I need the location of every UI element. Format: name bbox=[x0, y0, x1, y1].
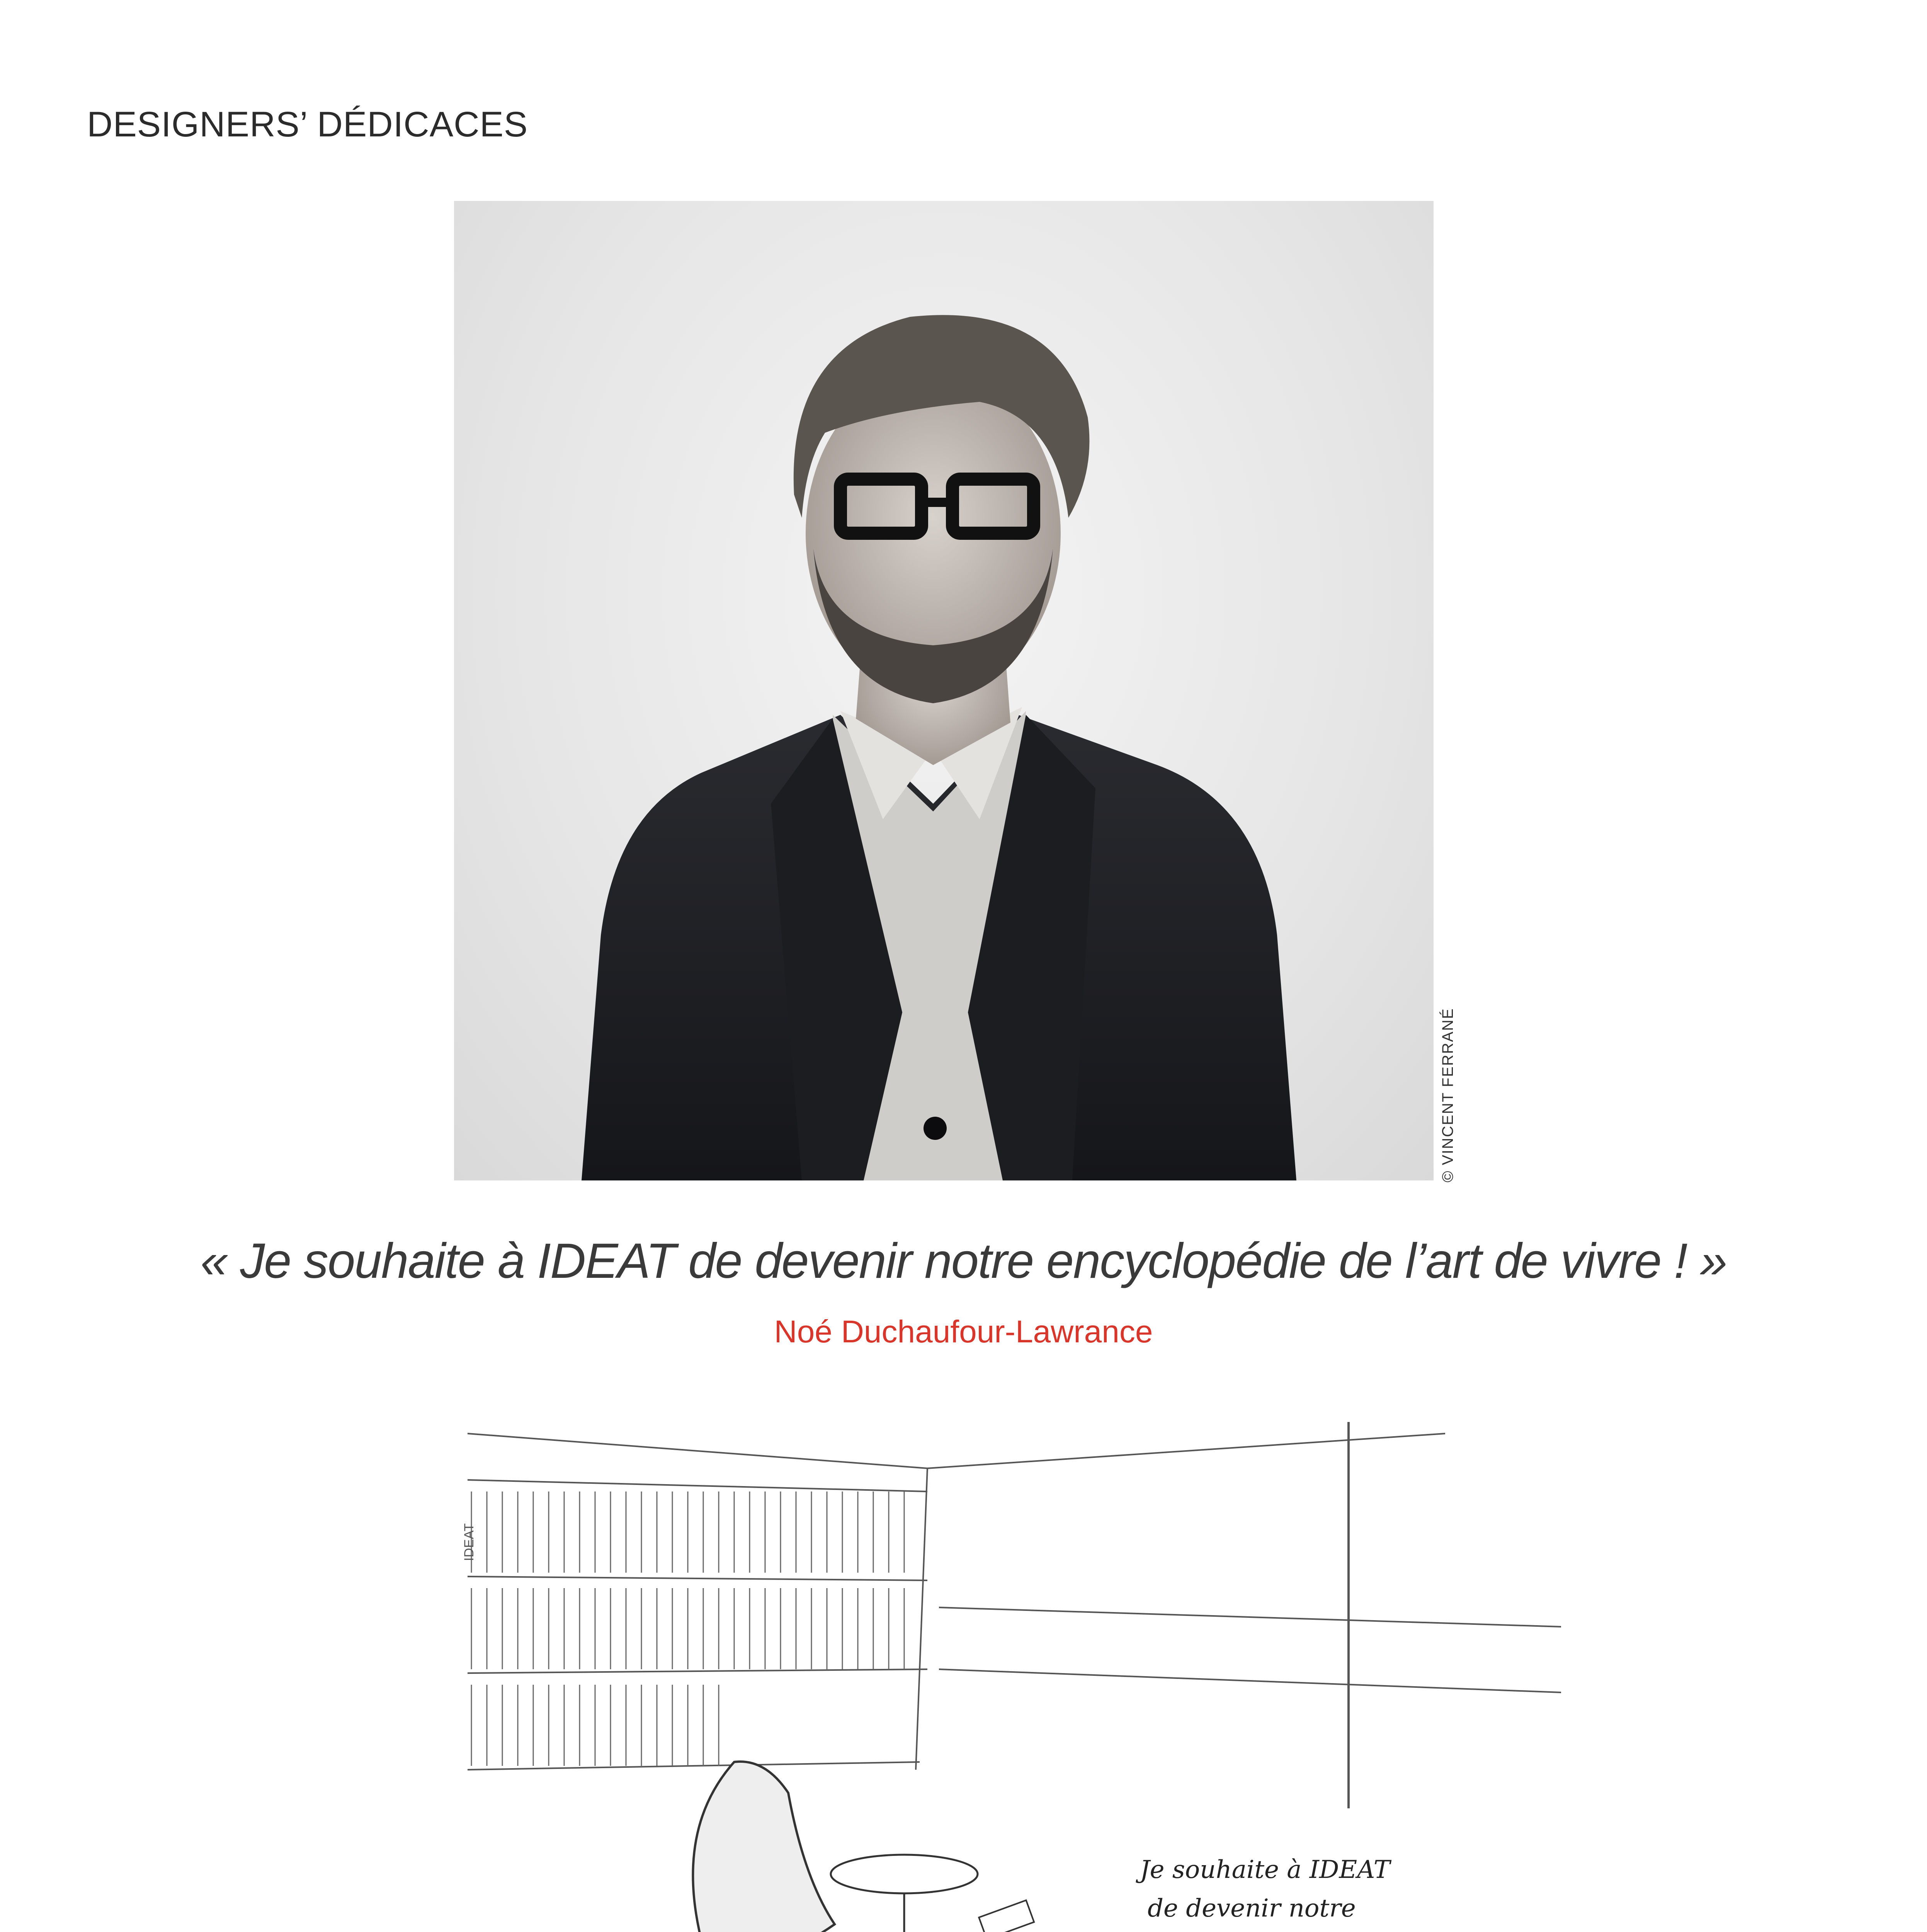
designer-portrait-photo bbox=[454, 201, 1434, 1180]
handwritten-line-1: Je souhaite à IDEAT bbox=[1140, 1855, 1390, 1884]
pencil-sketch-illustration bbox=[441, 1376, 1569, 1932]
book-spine-label: IDEAT bbox=[462, 1523, 476, 1561]
handwritten-line-2: de devenir notre bbox=[1148, 1894, 1356, 1923]
quote-author: Noé Duchaufour-Lawrance bbox=[774, 1314, 1153, 1349]
photo-credit: © VINCENT FERRANÉ bbox=[1439, 1008, 1456, 1182]
section-label: DESIGNERS’ DÉDICACES bbox=[87, 105, 528, 144]
pull-quote: « Je souhaite à IDEAT de devenir notre encyclopédie de l’art de vivre ! » bbox=[200, 1233, 1727, 1289]
